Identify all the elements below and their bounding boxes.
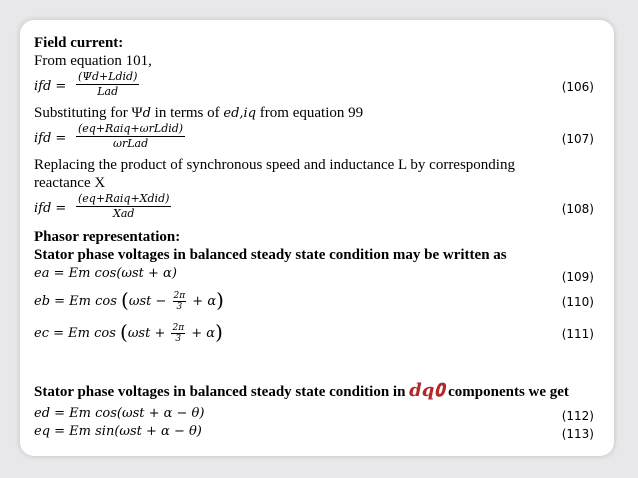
heading-phasor: Phasor representation: [34,229,181,245]
eq110-number: (110) [561,295,594,309]
heading-field-current: Field current: [34,35,124,51]
eq108-number: (108) [561,202,594,216]
eq110-part-b: ω𝑠𝑡 − [128,294,171,309]
equation-111 [34,320,223,344]
eq108-numerator: (𝑒𝑞+𝑅𝑎𝑖𝑞+𝑋𝑑𝑖𝑑) [78,192,170,205]
eq111-part-b: ω𝑠𝑡 + [127,326,170,341]
subst-vars: 𝑒𝑑,𝑖𝑞 [223,106,257,121]
eq108-lhs: i𝑓𝑑 = [34,201,67,216]
equation-112: 𝑒𝑑 = 𝐸𝑚 cos(ω𝑠𝑡 + α − θ) [34,406,205,421]
eq108-fraction [76,192,171,221]
eq106-number: (106) [561,80,594,94]
eq110-paren-open: ( [121,288,129,312]
eq106-lhs: i𝑓𝑑 = [34,79,67,94]
eq110-part-c: + α [188,294,217,309]
eq110-fraction [173,291,187,312]
eq107-fraction [76,122,185,151]
eq106-denominator: 𝐿𝑎𝑑 [97,85,119,98]
equation-113: 𝑒𝑞 = 𝐸𝑚 sin(ω𝑠𝑡 + α − θ) [34,424,202,439]
eq106-numerator: (Ψ𝑑+𝐿𝑑𝑖𝑑) [78,70,138,83]
equation-109: 𝑒𝑎 = 𝐸𝑚 cos(ω𝑠𝑡 + α) [34,266,177,281]
eq111-frac-den: 3 [175,334,182,344]
equation-110 [34,288,224,312]
eq107-lhs: i𝑓𝑑 = [34,131,67,146]
slide [20,20,614,456]
subst-part-c: from equation 99 [259,105,364,121]
eq111-paren-open: ( [120,320,128,344]
equation-107 [34,122,596,156]
dq0-symbol: 𝒅𝒒𝟎 [409,380,445,401]
eq113-number: (113) [561,427,594,441]
from-equation-text: From equation 101, [34,53,152,69]
equation-106 [34,70,596,104]
eq110-part-a: 𝑒𝑏 = 𝐸𝑚 cos [34,294,122,309]
stator-dq0-part-b: components we get [444,384,569,400]
eq107-denominator: ω𝑟𝐿𝑎𝑑 [112,137,149,150]
eq111-paren-close: ) [215,320,223,344]
eq111-part-c: + α [187,326,216,341]
eq110-frac-num: 2π [173,291,186,301]
eq106-fraction [76,70,139,99]
replacing-text-line2: reactance X [34,175,106,191]
subst-part-a: Substituting for Ψ [34,105,143,121]
eq108-denominator: 𝑋𝑎𝑑 [112,207,135,220]
eq109-number: (109) [561,270,594,284]
subst-part-b: in terms of [154,105,224,121]
eq111-fraction [171,323,185,344]
subst-psi-subscript: 𝑑 [142,106,151,121]
heading-stator-steady: Stator phase voltages in balanced steady state condition may be written as [34,247,507,263]
equation-108 [34,192,596,226]
eq112-number: (112) [561,409,594,423]
eq107-numerator: (𝑒𝑞+𝑅𝑎𝑖𝑞+ω𝑟𝐿𝑑𝑖𝑑) [78,122,184,135]
eq110-paren-close: ) [216,288,224,312]
eq111-part-a: 𝑒𝑐 = 𝐸𝑚 cos [34,326,120,341]
heading-stator-dq0 [34,382,569,401]
eq111-number: (111) [561,327,594,341]
eq111-frac-num: 2π [172,323,185,333]
stator-dq0-part-a: Stator phase voltages in balanced steady state condition in [34,384,410,400]
substituting-text [34,104,363,123]
eq110-frac-den: 3 [176,302,183,312]
replacing-text-line1: Replacing the product of synchronous speed and inductance L by corresponding [34,157,515,173]
eq107-number: (107) [561,132,594,146]
